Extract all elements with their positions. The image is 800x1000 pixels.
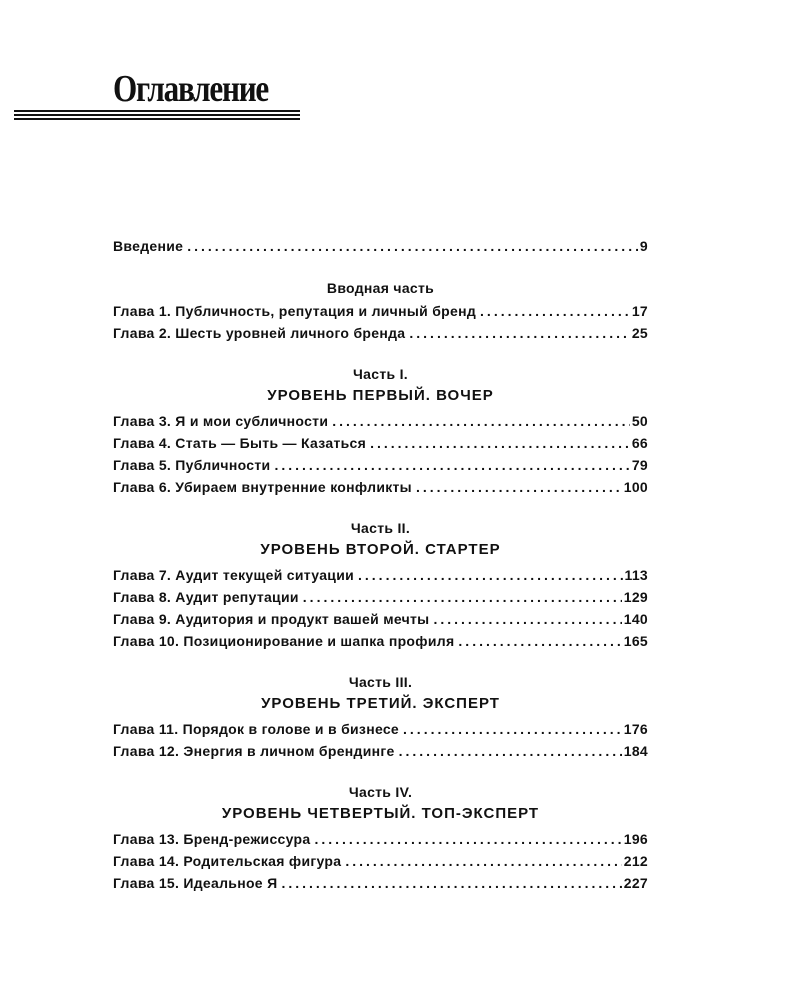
toc-page-number: 165 <box>623 633 648 649</box>
toc-page-number: 140 <box>623 611 648 627</box>
toc-entry-chapter-15[interactable] <box>113 875 648 897</box>
toc-page-number: 113 <box>624 567 648 583</box>
toc-entry-label: Глава 2. Шесть уровней личного бренда <box>113 325 406 341</box>
dot-leader <box>409 325 629 341</box>
toc-page-number: 196 <box>623 831 648 847</box>
toc-entry-chapter-13[interactable] <box>113 831 648 853</box>
toc-entry-introduction[interactable] <box>113 238 648 260</box>
dot-leader <box>416 479 622 495</box>
dot-leader <box>274 457 629 473</box>
toc-entry-chapter-9[interactable] <box>113 611 648 633</box>
toc-entry-chapter-3[interactable] <box>113 413 648 435</box>
toc-page-number: 50 <box>631 413 648 429</box>
dot-leader <box>433 611 621 627</box>
part-heading: Часть I. <box>353 366 408 382</box>
toc-entry-chapter-12[interactable] <box>113 743 648 765</box>
title-rule <box>14 118 300 120</box>
dot-leader <box>403 721 622 737</box>
toc-page-number: 66 <box>631 435 648 451</box>
page-title: Оглавление <box>113 68 269 110</box>
toc-entry-label: Глава 6. Убираем внутренние конфликты <box>113 479 412 495</box>
toc-page-number: 9 <box>639 238 648 254</box>
toc-entry-chapter-5[interactable] <box>113 457 648 479</box>
toc-entry-label: Глава 11. Порядок в голове и в бизнесе <box>113 721 400 737</box>
toc-entry-chapter-6[interactable] <box>113 479 648 501</box>
dot-leader <box>332 413 630 429</box>
part-title: УРОВЕНЬ ТРЕТИЙ. ЭКСПЕРТ <box>261 695 500 712</box>
dot-leader <box>314 831 621 847</box>
part-heading: Часть IV. <box>348 784 413 800</box>
toc-page-number: 17 <box>631 303 648 319</box>
toc-page-number: 176 <box>623 721 648 737</box>
dot-leader <box>358 567 622 583</box>
toc-entry-chapter-2[interactable] <box>113 325 648 347</box>
toc-entry-chapter-4[interactable] <box>113 435 648 457</box>
toc-entry-chapter-10[interactable] <box>113 633 648 655</box>
title-rule <box>14 110 300 112</box>
table-of-contents <box>113 238 648 897</box>
toc-entry-label: Глава 4. Стать — Быть — Казаться <box>113 435 367 451</box>
toc-page-number: 227 <box>623 875 648 891</box>
toc-entry-label: Глава 9. Аудитория и продукт вашей мечты <box>113 611 430 627</box>
dot-leader <box>281 875 621 891</box>
toc-entry-chapter-14[interactable] <box>113 853 648 875</box>
toc-page-number: 184 <box>623 743 648 759</box>
dot-leader <box>303 589 622 605</box>
toc-entry-label: Глава 8. Аудит репутации <box>113 589 299 605</box>
toc-entry-chapter-7[interactable] <box>113 567 648 589</box>
toc-entry-label: Глава 3. Я и мои субличности <box>113 413 329 429</box>
toc-entry-chapter-11[interactable] <box>113 721 648 743</box>
toc-entry-label: Глава 5. Публичности <box>113 457 271 473</box>
toc-entry-chapter-8[interactable] <box>113 589 648 611</box>
dot-leader <box>399 743 622 759</box>
section-heading-vvodnaya: Вводная часть <box>326 280 435 296</box>
toc-entry-label: Глава 10. Позиционирование и шапка профиля <box>113 633 455 649</box>
title-rule <box>14 114 300 116</box>
toc-entry-label: Глава 13. Бренд-режиссура <box>113 831 311 847</box>
dot-leader <box>480 303 630 319</box>
dot-leader <box>370 435 630 451</box>
part-heading: Часть II. <box>350 520 411 536</box>
toc-entry-label: Глава 7. Аудит текущей ситуации <box>113 567 355 583</box>
toc-page-number: 100 <box>623 479 648 495</box>
toc-entry-label: Глава 12. Энергия в личном брендинге <box>113 743 395 759</box>
part-title: УРОВЕНЬ ЧЕТВЕРТЫЙ. ТОП-ЭКСПЕРТ <box>221 805 540 822</box>
toc-entry-chapter-1[interactable] <box>113 303 648 325</box>
toc-page-number: 129 <box>623 589 648 605</box>
toc-page-number: 25 <box>631 325 648 341</box>
part-title: УРОВЕНЬ ПЕРВЫЙ. ВОЧЕР <box>267 387 494 404</box>
part-heading: Часть III. <box>348 674 413 690</box>
toc-page-number: 212 <box>623 853 648 869</box>
toc-entry-label: Глава 15. Идеальное Я <box>113 875 278 891</box>
dot-leader <box>458 633 621 649</box>
part-title: УРОВЕНЬ ВТОРОЙ. СТАРТЕР <box>260 541 501 558</box>
dot-leader <box>345 853 621 869</box>
toc-page-number: 79 <box>631 457 648 473</box>
toc-entry-label: Введение <box>113 238 184 254</box>
dot-leader <box>187 238 638 254</box>
toc-entry-label: Глава 14. Родительская фигура <box>113 853 342 869</box>
toc-entry-label: Глава 1. Публичность, репутация и личный бренд <box>113 303 477 319</box>
